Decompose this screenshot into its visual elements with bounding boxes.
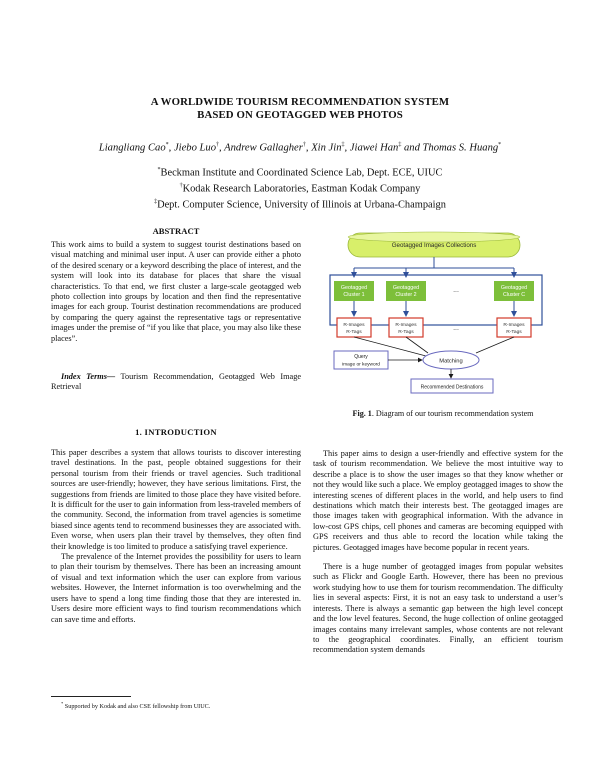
rep-1-line-1: R-Images xyxy=(343,323,365,328)
paragraph: The prevalence of the Internet provides the possibility for users to learn to plan their tourism by themselves. There has been an increasing amount of visual and text information which the user can explore from various websites. However, the Internet information is too overwhelming and the users have to spend a long time finding those that they are interested in. Users desire more efficient ways to find tourism recommendations which can save time and efforts. xyxy=(51,552,301,624)
author-name: Thomas S. Huang xyxy=(422,142,499,154)
footnote-rule xyxy=(51,696,131,697)
author-name: Liangliang Cao xyxy=(98,142,166,154)
title-line-1: A WORLDWIDE TOURISM RECOMMENDATION SYSTEM xyxy=(150,96,450,108)
affiliation-mark: † xyxy=(179,182,183,189)
cluster-node-1 xyxy=(334,281,374,301)
query-line-2: image or keyword xyxy=(342,362,380,368)
paragraph: This paper describes a system that allows tourists to discover interesting travel destinations. In the past, people obtained suggestions for their personal tourism from their friends or travel agencies. Such traditional sources are user-friendly; however, they have serious limitations. First, the suggestions from friends are limited to those place they have visited before. It is difficult for the user to gain information from less-traveled members of the community. Second, the information from travel agencies is sometime biased since agents tend to recommend businesses they are associated with. Even worse, when users plan their travel by themselves, they often find their knowledge is too limited to produce a satisfying travel experience. xyxy=(51,448,301,551)
affiliation-mark: ‡ xyxy=(154,198,158,205)
cluster-node-2 xyxy=(386,281,426,301)
paragraph: There is a huge number of geotagged images from popular websites such as Flickr and Google Earth. However, there has been no previous work studying how to use them for tourism recommendation. The difficulty lies in several aspects: First, it is not an easy task to understand a user’s interests. There is always a semantic gap between the high level concept and the low level features. Second, the huge collection of online geotagged images contains many irrelevant samples, whose contents are not relevant to the geographical coordinates. Finally, an efficient tourism recommendation system demands xyxy=(313,562,563,655)
author-mark: ‡ xyxy=(398,142,402,148)
matching-node xyxy=(423,351,479,369)
cluster-c-line-2: Cluster C xyxy=(502,292,526,298)
introduction-heading: 1. INTRODUCTION xyxy=(135,427,217,437)
rep-2-line-1: R-Images xyxy=(395,323,417,328)
cluster-ellipsis: ... xyxy=(453,287,459,294)
rep-node-1 xyxy=(337,318,371,337)
affiliation-text: Kodak Research Laboratories, Eastman Kodak Company xyxy=(182,183,421,195)
author-name: Xin Jin xyxy=(311,142,342,154)
rep-1-line-2: R-Tags xyxy=(346,330,362,335)
query-node xyxy=(334,351,388,369)
affiliation-mark: * xyxy=(157,167,161,173)
author-name: Jiawei Han xyxy=(349,142,399,154)
affiliation xyxy=(0,196,600,212)
recommend-label: Recommended Destinations xyxy=(420,384,484,391)
author-mark: * xyxy=(165,142,169,148)
figure-caption-label: Fig. 1 xyxy=(352,409,372,418)
cluster-2-line-2: Cluster 2 xyxy=(395,292,417,298)
rep-2-line-2: R-Tags xyxy=(398,330,414,335)
affiliation xyxy=(0,180,600,196)
rep-ellipsis: ... xyxy=(453,325,459,332)
index-terms-label: Index Terms— xyxy=(61,372,116,381)
system-diagram xyxy=(318,226,553,396)
right-column-body xyxy=(313,449,563,656)
author-mark: † xyxy=(302,142,306,148)
footnote-mark: * xyxy=(61,701,64,706)
cluster-1-line-1: Geotagged xyxy=(340,285,368,291)
rep-c-line-1: R-Images xyxy=(503,323,525,328)
paragraph: This paper aims to design a user-friendly and effective system for the task of tourism recommendation. We believe the most intuitive way to describe a place is to show the user images so that they know whether or not they would like such a place. We employ geotagged images to show the interesting scenes of different places in the world, and help users to find destinations which match their interests best. The geotagged images are those images taken with geographical information. With the advance in low-cost GPS chips, cell phones and cameras are becoming equipped with GPS receivers and thus able to record the location while taking the pictures. Geotagged images have become popular in recent years. xyxy=(313,449,563,552)
cluster-1-line-2: Cluster 1 xyxy=(343,292,365,298)
title-line-2: BASED ON GEOTAGGED WEB PHOTOS xyxy=(197,109,403,121)
rep-c-line-2: R-Tags xyxy=(506,330,522,335)
affiliation-text: Beckman Institute and Coordinated Science Lab, Dept. ECE, UIUC xyxy=(160,167,443,179)
index-terms xyxy=(51,372,301,393)
paper-title xyxy=(0,96,600,122)
footnote xyxy=(61,700,210,711)
affiliation-text: Dept. Computer Science, University of Illinois at Urbana-Champaign xyxy=(157,199,446,211)
abstract-text: This work aims to build a system to suggest tourist destinations based on visual matching and minimal user input. A user can provide either a photo of the desired scenary or a keyword describing the place of interest, and the system will look into its database for places that share the visual characteristics. To that end, we first cluster a large-scale geotagged web photo collection into groups by location and then find the representative images for each group. Tourist destination recommendations are produced by comparing the query against the representative tags or representative images under the premise of “if you like that place, you may also like these places”. xyxy=(51,240,301,343)
matching-label: Matching xyxy=(439,358,463,365)
footnote-text: Supported by Kodak and also CSE fellowship from UIUC. xyxy=(64,703,211,711)
author-mark: * xyxy=(498,142,502,148)
author-list: Liangliang Cao*, Jiebo Luo†, Andrew Gallagher†, Xin Jin‡, Jiawei Han‡ and Thomas S. Huang* xyxy=(98,142,502,154)
index-terms-text: Tourism Recommendation, Geotagged Web Image Retrieval xyxy=(51,372,301,392)
collection-label: Geotagged Images Collections xyxy=(391,242,477,249)
abstract-body xyxy=(51,240,301,344)
diagram-canvas xyxy=(318,226,553,396)
figure-caption-text: . Diagram of our tourism recommendation system xyxy=(371,409,534,418)
rep-node-c xyxy=(497,318,531,337)
introduction-body xyxy=(51,448,301,625)
cluster-to-rep-arrows xyxy=(354,301,514,316)
figure-caption xyxy=(313,409,573,418)
affiliations xyxy=(0,164,600,212)
author-name: Jiebo Luo xyxy=(173,142,217,154)
abstract-heading: ABSTRACT xyxy=(152,226,200,236)
cluster-2-line-1: Geotagged xyxy=(392,285,420,291)
author-mark: † xyxy=(216,142,220,148)
author-name: Andrew Gallagher xyxy=(224,142,303,154)
collection-node xyxy=(348,232,520,257)
author-mark: ‡ xyxy=(341,142,345,148)
tree-connectors xyxy=(354,257,514,277)
rep-node-2 xyxy=(389,318,423,337)
cluster-node-c xyxy=(494,281,534,301)
recommend-node xyxy=(411,379,493,393)
query-line-1: Query xyxy=(354,354,368,360)
cluster-c-line-1: Geotagged xyxy=(500,285,528,291)
affiliation xyxy=(0,164,600,180)
